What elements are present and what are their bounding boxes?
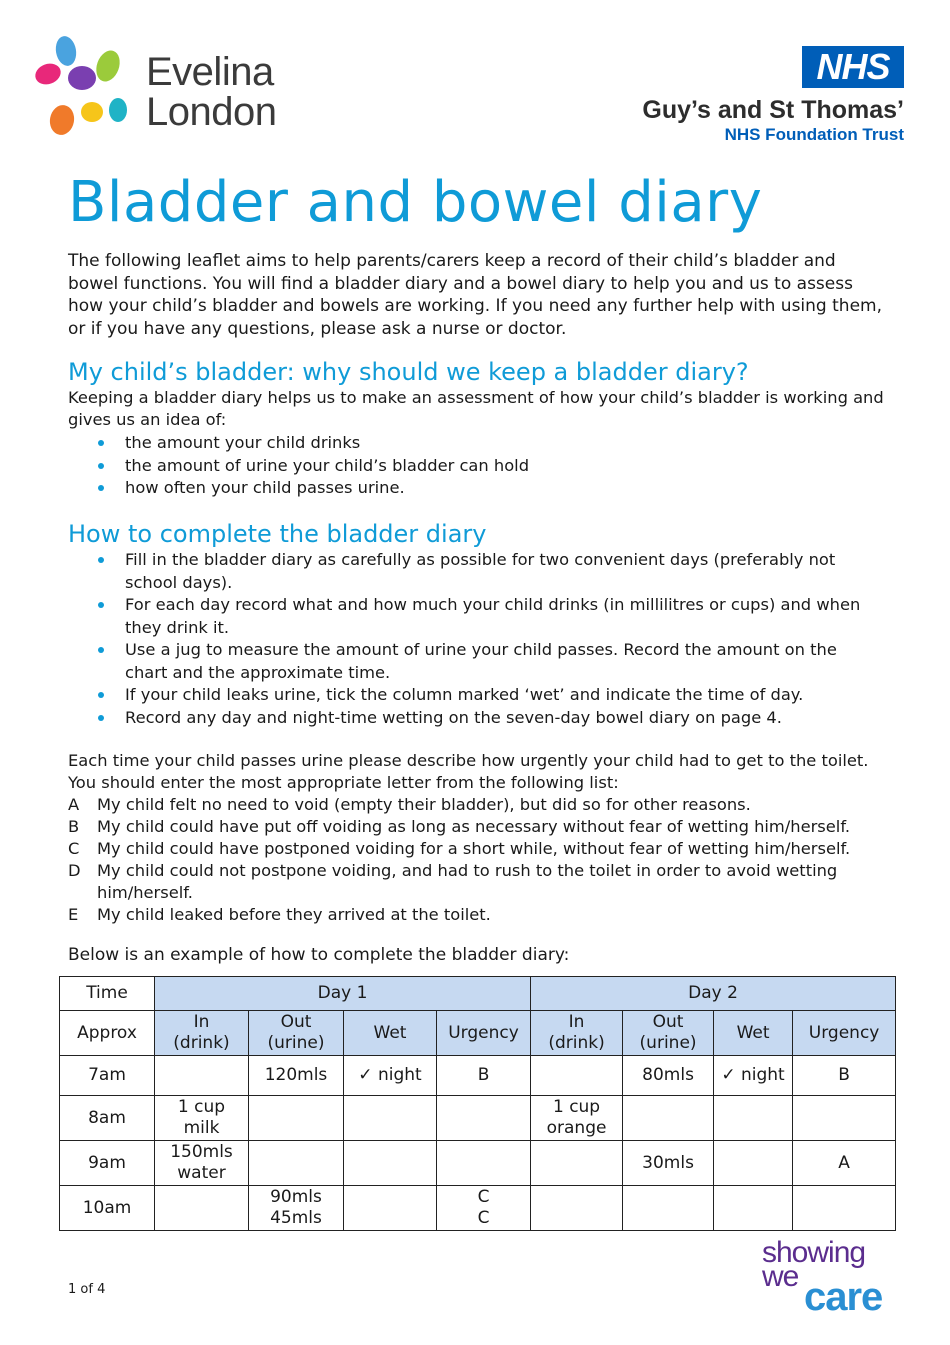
header-in-l2: (drink) <box>548 1033 605 1053</box>
table-cell-d2-in <box>531 1056 623 1096</box>
trust-name <box>642 96 904 146</box>
table-cell-time: 10am <box>60 1186 155 1231</box>
urgency-text: My child could have postponed voiding for a short while, without fear of wetting him/herself. <box>97 839 851 858</box>
table-subheader-row <box>60 1011 896 1056</box>
header-wet: Wet <box>344 1011 437 1056</box>
table-body <box>60 1056 896 1231</box>
table-cell-d2-urg <box>793 1186 896 1231</box>
urgency-key: D <box>68 861 81 880</box>
table-cell-d1-out: 90mls 45mls <box>249 1186 344 1231</box>
example-label: Below is an example of how to complete the bladder diary: <box>68 945 570 965</box>
header-out-l1: Out <box>280 1012 312 1032</box>
table-cell-d1-in <box>155 1056 249 1096</box>
urgency-item <box>68 794 888 816</box>
urgency-item <box>68 838 888 860</box>
evelina-wordmark <box>146 52 276 132</box>
table-cell-d2-urg: A <box>793 1141 896 1186</box>
header-day1: Day 1 <box>155 977 531 1011</box>
evelina-line2: London <box>146 90 277 134</box>
table-cell-time: 8am <box>60 1096 155 1141</box>
section1-list <box>68 432 883 500</box>
header-out <box>623 1011 714 1056</box>
urgency-text: My child could have put off voiding as long as necessary without fear of wetting him/herself. <box>97 817 851 836</box>
swc-line1: showing <box>762 1236 866 1269</box>
header-in-l1: In <box>568 1012 585 1032</box>
trust-name-line1: Guy’s and St Thomas’ <box>642 96 904 124</box>
table-cell-d2-out <box>623 1096 714 1141</box>
urgency-item <box>68 904 888 926</box>
header-in <box>155 1011 249 1056</box>
table-cell-d2-in <box>531 1186 623 1231</box>
urgency-key: C <box>68 839 80 858</box>
table-cell-d1-urg: B <box>437 1056 531 1096</box>
table-cell-d2-wet <box>714 1096 793 1141</box>
urgency-text: My child leaked before they arrived at the toilet. <box>97 905 491 924</box>
list-item: how often your child passes urine. <box>68 477 883 500</box>
table-cell-d2-urg: B <box>793 1056 896 1096</box>
swc-line3: care <box>804 1275 883 1316</box>
table-row <box>60 1186 896 1231</box>
table-cell-d1-wet <box>344 1141 437 1186</box>
table-cell-d2-out: 30mls <box>623 1141 714 1186</box>
evelina-line1: Evelina <box>146 50 274 94</box>
page-number: 1 of 4 <box>68 1282 106 1297</box>
table-cell-d1-wet <box>344 1186 437 1231</box>
urgency-item <box>68 860 888 904</box>
table-cell-d2-out: 80mls <box>623 1056 714 1096</box>
list-item: the amount of urine your child’s bladder can hold <box>68 455 883 478</box>
header-in-l1: In <box>193 1012 210 1032</box>
table-cell-d1-out: 120mls <box>249 1056 344 1096</box>
header-wet: Wet <box>714 1011 793 1056</box>
table-cell-d1-urg <box>437 1141 531 1186</box>
urgency-text: My child could not postpone voiding, and had to rush to the toilet in order to avoid wetting him/herself. <box>97 861 838 902</box>
table-cell-time: 7am <box>60 1056 155 1096</box>
table-cell-d1-urg: C C <box>437 1186 531 1231</box>
trust-name-line2: NHS Foundation Trust <box>724 125 904 144</box>
intro-paragraph: The following leaflet aims to help parents/carers keep a record of their child’s bladder and bowel functions. You will find a bladder diary and a bowel diary to help you and us to assess how your child’s bladder and bowels are working. If you need any further help with using them, or if you have any questions, please ask a nurse or doctor. <box>68 251 882 339</box>
header-day2: Day 2 <box>531 977 896 1011</box>
table-cell-d1-in <box>155 1186 249 1231</box>
header-in <box>531 1011 623 1056</box>
header-out-l2: (urine) <box>639 1033 697 1053</box>
table-cell-d2-out <box>623 1186 714 1231</box>
table-cell-d2-urg <box>793 1096 896 1141</box>
urgency-key: A <box>68 795 80 814</box>
header-out-l2: (urine) <box>267 1033 325 1053</box>
list-item: For each day record what and how much your child drinks (in millilitres or cups) and when they drink it. <box>68 594 883 639</box>
header-out-l1: Out <box>652 1012 684 1032</box>
table-row <box>60 1141 896 1186</box>
table-cell-d2-in: 1 cup orange <box>531 1096 623 1141</box>
table-cell-d2-in <box>531 1141 623 1186</box>
list-item: Record any day and night-time wetting on the seven-day bowel diary on page 4. <box>68 707 883 730</box>
table-cell-d1-in: 150mls water <box>155 1141 249 1186</box>
nhs-logo: NHS <box>802 46 904 88</box>
header-in-l2: (drink) <box>173 1033 230 1053</box>
bladder-diary-example-table <box>59 976 896 1231</box>
swc-line2: we <box>762 1260 799 1293</box>
list-item: If your child leaks urine, tick the column marked ‘wet’ and indicate the time of day. <box>68 684 883 707</box>
list-item: Fill in the bladder diary as carefully as possible for two convenient days (preferably not school days). <box>68 549 883 594</box>
table-cell-d1-out <box>249 1096 344 1141</box>
table-row <box>60 1096 896 1141</box>
header-out <box>249 1011 344 1056</box>
section1-text: Keeping a bladder diary helps us to make an assessment of how your child’s bladder is working and gives us an idea of: <box>68 388 884 429</box>
urgency-item <box>68 816 888 838</box>
urgency-intro: Each time your child passes urine please describe how urgently your child had to get to the toilet. You should enter the most appropriate letter from the following list: <box>68 751 869 792</box>
table-cell-d1-out <box>249 1141 344 1186</box>
list-item: Use a jug to measure the amount of urine your child passes. Record the amount on the chart and the approximate time. <box>68 639 883 684</box>
list-item: the amount your child drinks <box>68 432 883 455</box>
section2-list <box>68 549 883 729</box>
table-cell-d1-in: 1 cup milk <box>155 1096 249 1141</box>
table-cell-d2-wet <box>714 1141 793 1186</box>
table-cell-d1-wet: ✓ night <box>344 1056 437 1096</box>
table-cell-d1-wet <box>344 1096 437 1141</box>
table-header-row <box>60 977 896 1011</box>
urgency-list <box>68 794 888 926</box>
header-urgency: Urgency <box>793 1011 896 1056</box>
urgency-key: E <box>68 905 79 924</box>
header-approx: Approx <box>60 1011 155 1056</box>
section1-heading: My child’s bladder: why should we keep a bladder diary? <box>68 358 749 386</box>
table-cell-time: 9am <box>60 1141 155 1186</box>
showing-we-care-logo <box>740 1236 910 1316</box>
urgency-text: My child felt no need to void (empty their bladder), but did so for other reasons. <box>97 795 751 814</box>
page-title: Bladder and bowel diary <box>68 170 763 235</box>
table-row <box>60 1056 896 1096</box>
header-time: Time <box>60 977 155 1011</box>
table-cell-d2-wet <box>714 1186 793 1231</box>
section2-heading: How to complete the bladder diary <box>68 520 487 548</box>
urgency-key: B <box>68 817 80 836</box>
table-cell-d2-wet: ✓ night <box>714 1056 793 1096</box>
table-cell-d1-urg <box>437 1096 531 1141</box>
header-urgency: Urgency <box>437 1011 531 1056</box>
